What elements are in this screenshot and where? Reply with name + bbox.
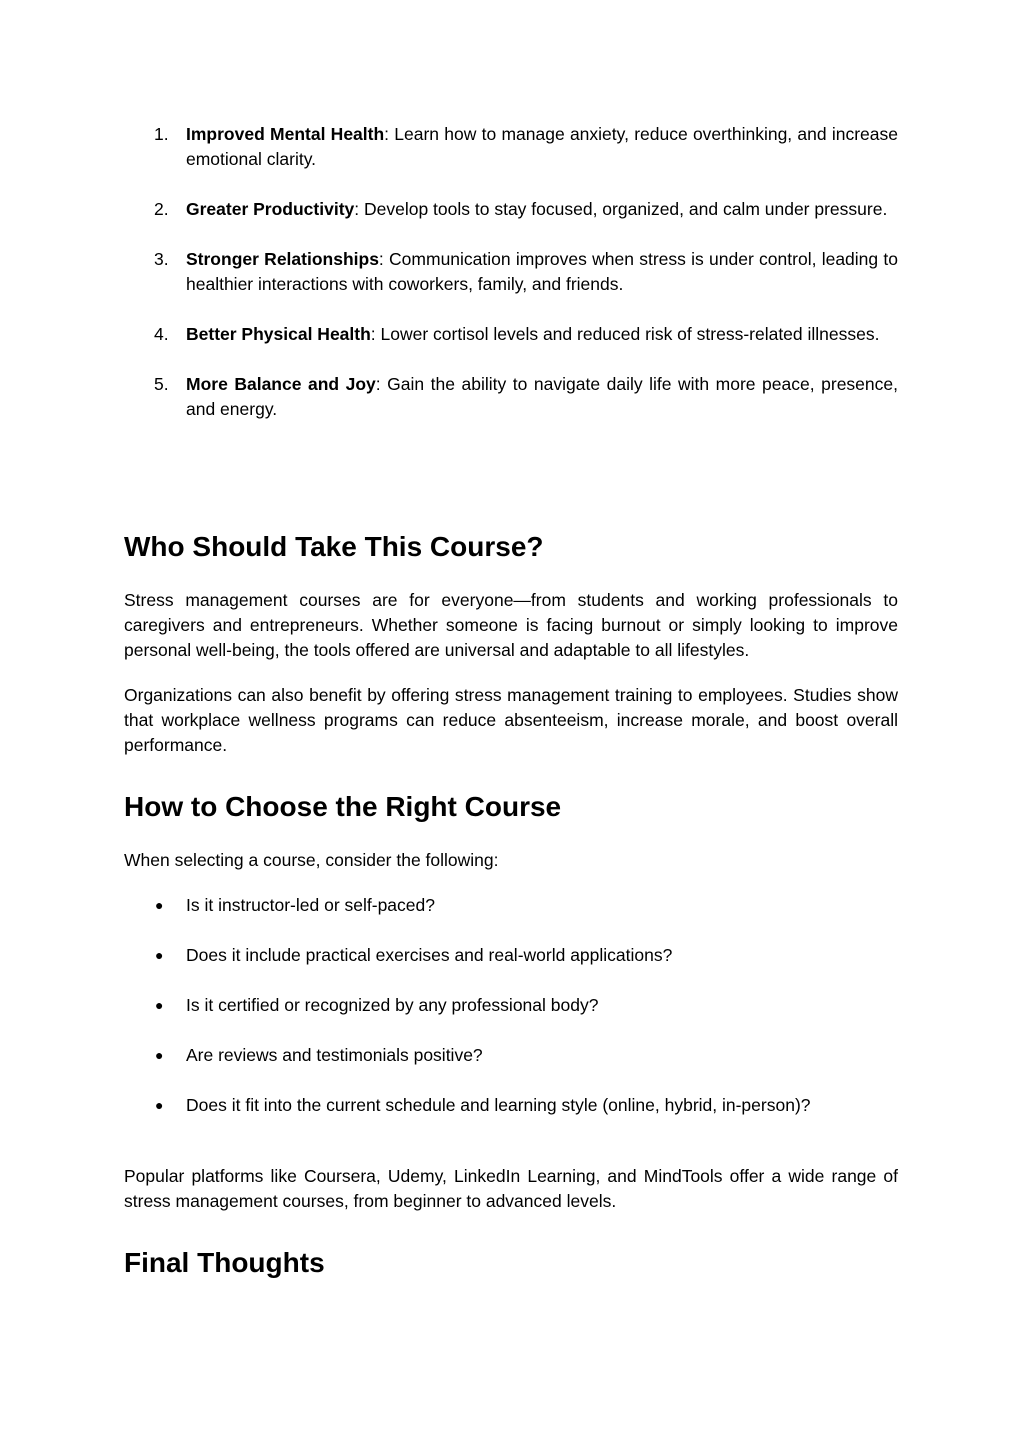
benefit-text: : Learn how to manage anxiety, reduce overthinking, and increase emotional clarity. [186, 124, 899, 169]
bullet-icon: ● [155, 947, 164, 963]
criteria-list [124, 893, 898, 1143]
list-item [124, 1043, 898, 1068]
list-item [124, 993, 898, 1018]
criteria-text: Does it fit into the current schedule and learning style (online, hybrid, in-person)? [186, 1095, 811, 1115]
benefits-list [124, 122, 898, 447]
benefit-title: Better Physical Health [186, 324, 371, 344]
list-item [124, 247, 898, 297]
bullet-icon: ● [155, 997, 164, 1013]
list-number: 2. [154, 199, 169, 219]
criteria-text: Are reviews and testimonials positive? [186, 1045, 483, 1065]
benefit-title: Stronger Relationships [186, 249, 379, 269]
criteria-text: Is it instructor-led or self-paced? [186, 895, 435, 915]
criteria-text: Does it include practical exercises and real-world applications? [186, 945, 673, 965]
list-number: 3. [154, 249, 169, 269]
list-number: 1. [154, 124, 169, 144]
choose-heading: How to Choose the Right Course [124, 791, 562, 822]
final-heading: Final Thoughts [124, 1247, 325, 1278]
benefit-title: More Balance and Joy [186, 374, 376, 394]
list-item [124, 197, 898, 222]
bullet-icon: ● [155, 897, 164, 913]
bullet-icon: ● [155, 1047, 164, 1063]
who-heading: Who Should Take This Course? [124, 531, 544, 562]
benefit-text: : Develop tools to stay focused, organized, and calm under pressure. [354, 199, 888, 219]
list-number: 5. [154, 374, 169, 394]
benefit-title: Greater Productivity [186, 199, 355, 219]
choose-intro: When selecting a course, consider the following: [124, 850, 499, 870]
list-item [124, 122, 898, 172]
list-item [124, 372, 898, 422]
list-item [124, 893, 898, 918]
who-paragraph-2: Organizations can also benefit by offering stress management training to employees. Studies show that workplace wellness programs can reduce absenteeism, increase morale, and boost overall performance. [124, 685, 898, 755]
criteria-text: Is it certified or recognized by any professional body? [186, 995, 599, 1015]
who-paragraph-1: Stress management courses are for everyone—from students and working professionals to caregivers and entrepreneurs. Whether someone is facing burnout or simply looking to improve personal well-being, the tools offered are universal and adaptable to all lifestyles. [124, 590, 898, 660]
list-number: 4. [154, 324, 169, 344]
list-item [124, 943, 898, 968]
benefit-title: Improved Mental Health [186, 124, 385, 144]
list-item [124, 322, 898, 347]
benefit-text: : Gain the ability to navigate daily life with more peace, presence, and energy. [186, 374, 898, 419]
bullet-icon: ● [155, 1097, 164, 1113]
choose-outro: Popular platforms like Coursera, Udemy, LinkedIn Learning, and MindTools offer a wide range of stress management courses, from beginner to advanced levels. [124, 1166, 898, 1211]
list-item [124, 1093, 898, 1118]
benefit-text: : Communication improves when stress is under control, leading to healthier interactions with coworkers, family, and friends. [186, 249, 898, 294]
benefit-text: : Lower cortisol levels and reduced risk of stress-related illnesses. [370, 324, 880, 344]
